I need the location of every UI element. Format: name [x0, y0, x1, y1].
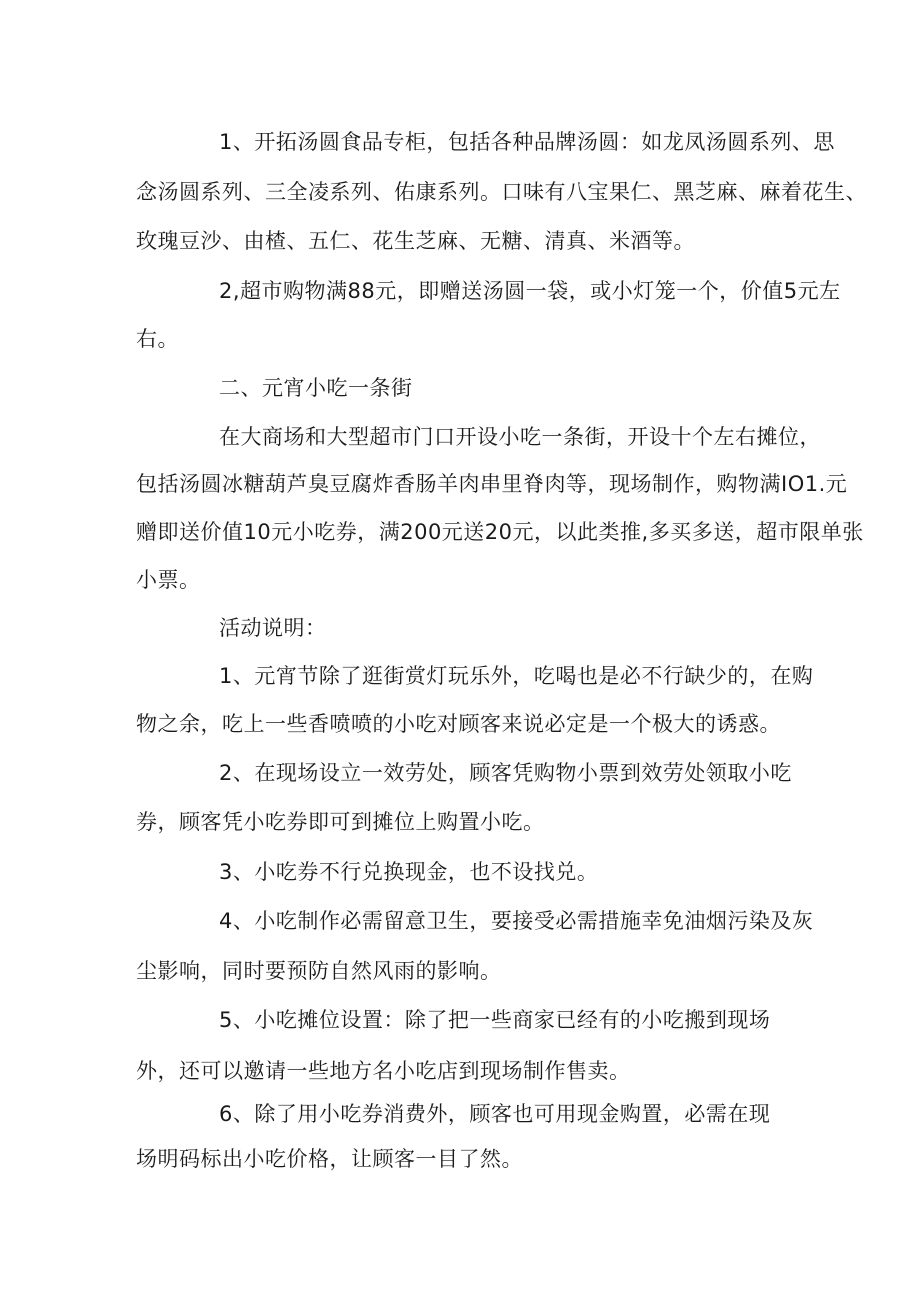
section-heading: 二、元宵小吃一条街: [219, 376, 413, 400]
text-line: 在大商场和大型超市门口开设小吃一条街，开设十个左右摊位，: [219, 425, 821, 449]
text-line: 念汤圆系列、三全凌系列、佑康系列。口味有八宝果仁、黑芝麻、麻着花生、: [136, 180, 867, 204]
section-heading: 活动说明：: [219, 616, 327, 640]
text-line: 3、小吃券不行兑换现金，也不设找兑。: [219, 860, 599, 884]
text-line: 玫瑰豆沙、由楂、五仁、花生芝麻、无糖、清真、米酒等。: [136, 229, 695, 253]
text-line: 5、小吃摊位设置：除了把一些商家已经有的小吃搬到现场: [219, 1008, 771, 1032]
text-line: 小票。: [136, 568, 201, 592]
text-line: 赠即送价值10元小吃券，满200元送20元，以此类推,多买多送，超市限单张: [136, 520, 864, 544]
text-line: 1、开拓汤圆食品专柜，包括各种品牌汤圆：如龙凤汤圆系列、思: [219, 130, 835, 154]
text-line: 4、小吃制作必需留意卫生，要接受必需措施幸免油烟污染及灰: [219, 909, 814, 933]
text-line: 外，还可以邀请一些地方名小吃店到现场制作售卖。: [136, 1059, 631, 1083]
text-line: 1、元宵节除了逛街赏灯玩乐外，吃喝也是必不行缺少的，在购: [219, 664, 814, 688]
text-line: 场明码标出小吃价格，让顾客一目了然。: [136, 1147, 523, 1171]
text-line: 2,超市购物满88元，即赠送汤圆一袋，或小灯笼一个，价值5元左: [219, 279, 841, 303]
text-line: 包括汤圆冰糖葫芦臭豆腐炸香肠羊肉串里脊肉等，现场制作，购物满IO1.元: [136, 472, 848, 496]
text-line: 物之余，吃上一些香喷喷的小吃对顾客来说必定是一个极大的诱惑。: [136, 712, 781, 736]
text-line: 6、除了用小吃券消费外，顾客也可用现金购置，必需在现: [219, 1102, 771, 1126]
text-line: 券，顾客凭小吃券即可到摊位上购置小吃。: [136, 810, 545, 834]
text-line: 尘影响，同时要预防自然风雨的影响。: [136, 959, 502, 983]
text-line: 右。: [136, 327, 179, 351]
text-line: 2、在现场设立一效劳处，顾客凭购物小票到效劳处领取小吃: [219, 761, 792, 785]
